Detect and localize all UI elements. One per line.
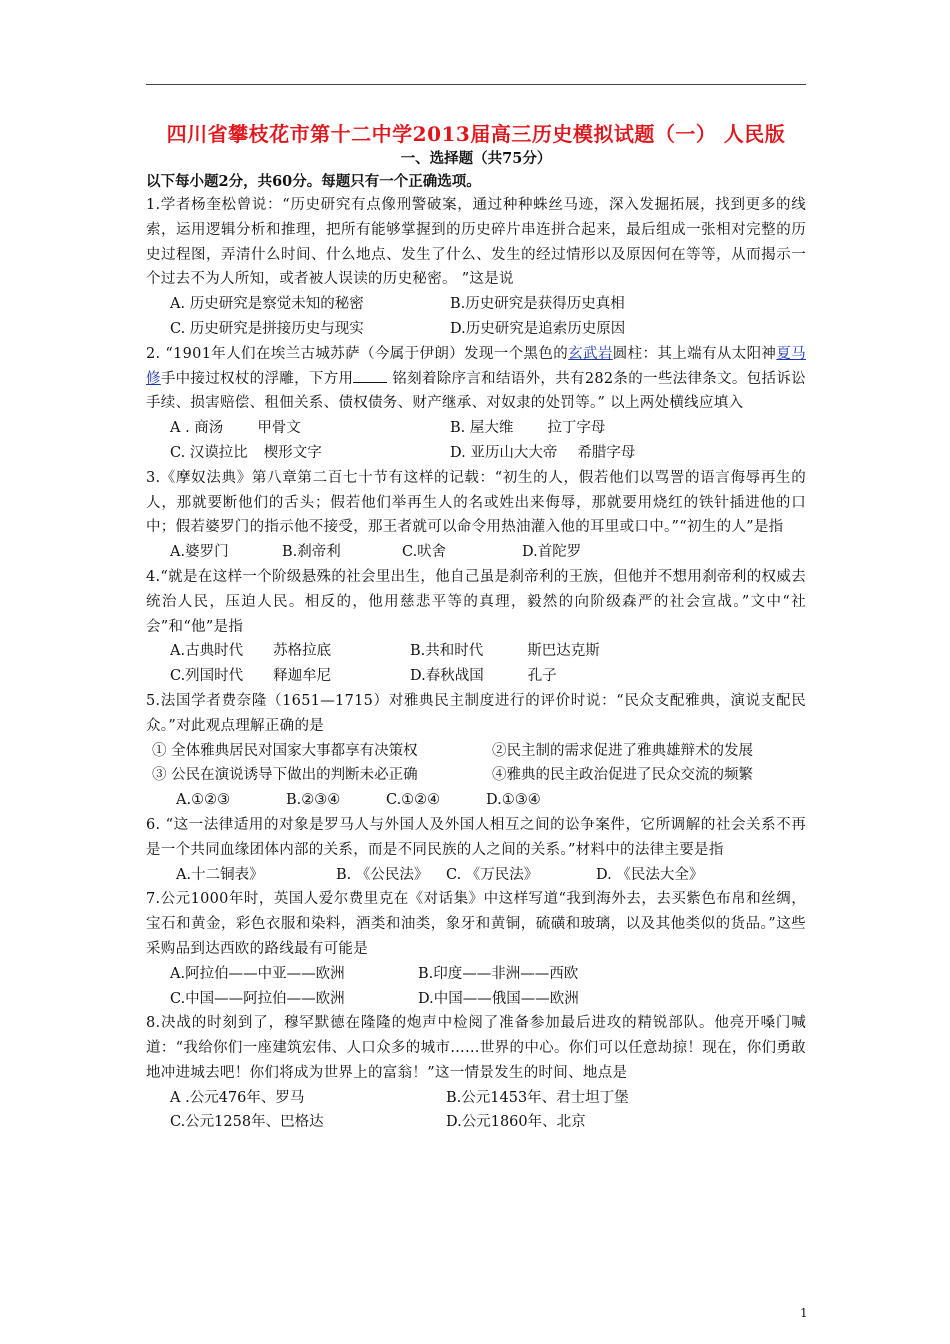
exam-page (146, 120, 806, 1135)
option-part: 斯巴达克斯 (527, 643, 600, 660)
statements (146, 739, 806, 789)
option-part: 苏格拉底 (273, 643, 332, 660)
stem-part: 铭刻着除序言和结语外，共有282条的一些法律条文。包括诉讼手续、损害赔偿、租佃关系、债权债务、财产继承、对奴隶的处罚等。” 以上两处横线应填入 (146, 370, 806, 412)
option-part: B. 屋大维 (450, 420, 514, 437)
option-c: C.中国——阿拉伯——欧洲 (170, 990, 345, 1007)
exam-title: 四川省攀枝花市第十二中学2013届高三历史模拟试题（一） 人民版 (166, 122, 786, 146)
question-5 (146, 689, 806, 813)
option-part: D.春秋战国 (410, 668, 484, 685)
option-a: A.①②③ (176, 792, 231, 809)
option-b: B.印度——非洲——西欧 (418, 965, 579, 982)
option-a: A. 历史研究是察觉未知的秘密 (170, 296, 364, 313)
question-2 (146, 342, 806, 466)
statement-1: ① 全体雅典居民对国家大事都享有决策权 (152, 742, 418, 759)
option-d (410, 664, 830, 689)
option-b: B. 《公民法》 (336, 866, 429, 883)
page-number: 1 (800, 1306, 808, 1320)
option-part: D. 亚历山大大帝 (450, 444, 558, 461)
option-d: D.首陀罗 (522, 544, 582, 561)
question-stem: 1.学者杨奎松曾说：“历史研究有点像刑警破案，通过种种蛛丝马迹，深入发掘拓展，找到更多的线索，运用逻辑分析和推理，把所有能够掌握到的历史碎片串连拼合起来，最后组成一张相对完整的历史过程图，弄清什么时间、什么地点、发生了什么、发生的经过情形以及原因何在等等，从而揭示一个过去不为人所知，或者被人误读的历史秘密。 ”这是说 (146, 197, 806, 288)
stem-part: 手中接过权杖的浮雕，下方用 (160, 370, 354, 387)
question-4 (146, 565, 806, 689)
option-part: A . 商汤 (170, 420, 224, 437)
option-c (170, 441, 450, 466)
option-d: D.①③④ (486, 792, 541, 809)
section-heading: 一、选择题（共75分） (400, 150, 552, 167)
stem-part: 2. “1901年人们在埃兰古城苏萨（今属于伊朗）发现一个黑色的 (146, 345, 569, 362)
question-6 (146, 813, 806, 887)
options (146, 639, 806, 689)
option-part: 拉丁字母 (547, 420, 606, 437)
question-stem: 8.决战的时刻到了，穆罕默德在隆隆的炮声中检阅了准备参加最后进攻的精锐部队。他亮开嗓门喊道：“我给你们一座建筑宏伟、人口众多的城市……世界的中心。你们可以任意劫掠！现在，你们勇敢地冲进城去吧！你们将成为世界上的富翁！”这一情景发生的时间、地点是 (146, 1015, 806, 1081)
option-b: B.刹帝利 (282, 544, 341, 561)
option-part: 释迦牟尼 (273, 668, 332, 685)
option-c: C.公元1258年、巴格达 (170, 1114, 324, 1131)
option-part: B.共和时代 (410, 643, 484, 660)
option-d: D.中国——俄国——欧洲 (418, 990, 579, 1007)
header-rule (146, 84, 806, 85)
option-b: B.公元1453年、君士坦丁堡 (446, 1089, 629, 1106)
statement-2: ②民主制的需求促进了雅典雄辩术的发展 (492, 742, 753, 759)
options (146, 540, 806, 565)
option-d (450, 441, 830, 466)
question-stem: 6. “这一法律适用的对象是罗马人与外国人及外国人相互之间的讼争案件，它所调解的社会关系不再是一个共同血缘团体内部的关系，而是不同民族的人之间的关系。”材料中的法律主要是指 (146, 816, 806, 858)
option-b: B.历史研究是获得历史真相 (450, 296, 625, 313)
options (146, 962, 806, 1012)
option-a (170, 416, 450, 441)
statement-4: ④雅典的民主政治促进了民众交流的频繁 (492, 767, 753, 784)
question-stem: 7.公元1000年时，英国人爱尔费里克在《对话集》中这样写道“我到海外去，去买紫色布帛和丝绸，宝石和黄金，彩色衣服和染料，酒类和油类，象牙和黄铜，硫磺和玻璃，以及其他类似的货品。”这些采购品到达西欧的路线最有可能是 (146, 891, 806, 957)
question-3 (146, 466, 806, 565)
option-d: D.公元1860年、北京 (446, 1114, 586, 1131)
option-part: A.古典时代 (170, 643, 244, 660)
question-stem: 5.法国学者费奈隆（1651—1715）对雅典民主制度进行的评价时说：“民众支配雅典，演说支配民众。”对此观点理解正确的是 (146, 692, 806, 734)
option-a (170, 639, 410, 664)
option-a: A.阿拉伯——中亚——欧洲 (170, 965, 345, 982)
question-stem: 4.“就是在这样一个阶级悬殊的社会里出生，他自己虽是刹帝利的王族，但他并不想用刹帝利的权威去统治人民，压迫人民。相反的，他用慈悲平等的真理，毅然的向阶级森严的社会宣战。”文中“社会”和“他”是指 (146, 568, 806, 635)
options (146, 292, 806, 342)
options (146, 1086, 806, 1136)
options (146, 863, 806, 888)
option-a: A.十二铜表》 (176, 866, 264, 883)
options (146, 416, 806, 466)
option-b (410, 639, 830, 664)
option-d: D.历史研究是追索历史原因 (450, 320, 626, 337)
option-d: D. 《民法大全》 (596, 866, 704, 883)
option-c (170, 664, 410, 689)
option-a: A.婆罗门 (170, 544, 229, 561)
link-shamash[interactable]: 夏马修 (146, 345, 806, 387)
stem-part: 圆柱：其上端有从太阳神 (612, 345, 777, 362)
option-part: C. 汉谟拉比 (170, 444, 248, 461)
option-c: C.吠舍 (402, 544, 447, 561)
question-1 (146, 193, 806, 342)
question-8 (146, 1011, 806, 1135)
option-b (450, 416, 830, 441)
option-c: C.①②④ (386, 792, 441, 809)
option-b: B.②③④ (286, 792, 341, 809)
option-c: C. 《万民法》 (446, 866, 539, 883)
option-part: 希腊字母 (577, 444, 636, 461)
options (146, 788, 806, 813)
question-stem (146, 342, 806, 416)
question-stem: 3.《摩奴法典》第八章第二百七十节有这样的记载：“初生的人，假若他们以骂詈的语言侮辱再生的人，那就要断他们的舌头；假若他们举再生人的名或姓出来侮辱，那就要用烧红的铁针插进他的口中；假若婆罗门的指示他不接受，那王者就可以命令用热油灌入他的耳里或口中。”“初生的人”是指 (146, 469, 806, 536)
instructions: 以下每小题2分，共60分。每题只有一个正确选项。 (146, 173, 481, 190)
option-part: 孔子 (527, 668, 557, 685)
question-7 (146, 887, 806, 1011)
fill-blank (353, 368, 387, 383)
link-basalt[interactable]: 玄武岩 (568, 345, 613, 362)
option-c: C. 历史研究是拼接历史与现实 (170, 320, 364, 337)
option-part: C.列国时代 (170, 668, 244, 685)
option-part: 楔形文字 (263, 444, 322, 461)
option-a: A .公元476年、罗马 (170, 1089, 305, 1106)
statement-3: ③ 公民在演说诱导下做出的判断未必正确 (152, 767, 418, 784)
option-part: 甲骨文 (257, 420, 301, 437)
